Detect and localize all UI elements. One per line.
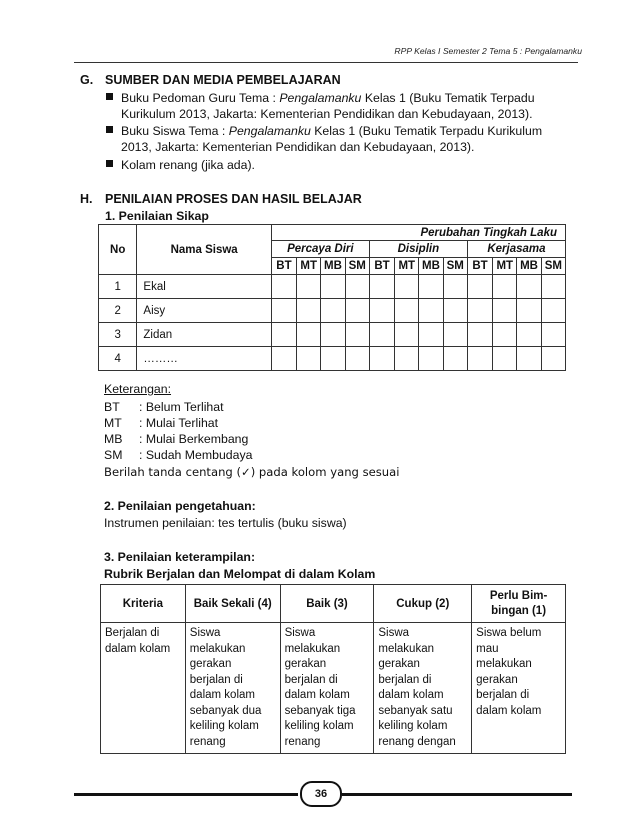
check-cell[interactable] — [297, 275, 321, 299]
square-bullet-icon — [106, 160, 113, 167]
ket-code: MB — [104, 432, 123, 446]
keterangan-item — [104, 431, 252, 447]
group-header: Perubahan Tingkah Laku — [271, 225, 565, 241]
check-cell[interactable] — [297, 299, 321, 323]
check-cell[interactable] — [345, 323, 369, 347]
col-name-header: Nama Siswa — [137, 225, 271, 275]
check-cell[interactable] — [517, 275, 541, 299]
level-header: MB — [517, 258, 541, 275]
row-no: 4 — [99, 347, 137, 371]
check-cell[interactable] — [517, 323, 541, 347]
rubric-table — [100, 584, 566, 754]
bullet-text: Kolam renang (jika ada). — [121, 158, 255, 172]
footer-rule-left — [74, 793, 298, 796]
pengetahuan-text: Instrumen penilaian: tes tertulis (buku siswa) — [104, 516, 347, 530]
rubric-header: Baik Sekali (4) — [185, 585, 280, 623]
check-cell[interactable] — [493, 299, 517, 323]
check-cell[interactable] — [345, 275, 369, 299]
instruction-text: Berilah tanda centang (✓) pada kolom yang sesuai — [104, 465, 400, 479]
square-bullet-icon — [106, 126, 113, 133]
check-cell[interactable] — [369, 347, 394, 371]
page-number: 36 — [300, 781, 342, 807]
level-header: SM — [345, 258, 369, 275]
check-cell[interactable] — [541, 347, 565, 371]
subsection-keterampilan: 3. Penilaian keterampilan: — [104, 550, 256, 564]
check-cell[interactable] — [467, 347, 492, 371]
bullet-text: Buku Pedoman Guru Tema : — [121, 91, 280, 105]
keterangan-item — [104, 415, 252, 431]
check-cell[interactable] — [467, 299, 492, 323]
subsection-pengetahuan: 2. Penilaian pengetahuan: — [104, 499, 256, 513]
level-header: BT — [271, 258, 296, 275]
rubric-header: Cukup (2) — [374, 585, 472, 623]
row-no: 1 — [99, 275, 137, 299]
row-name: Ekal — [137, 275, 271, 299]
row-no: 3 — [99, 323, 137, 347]
section-h-title: PENILAIAN PROSES DAN HASIL BELAJAR — [105, 192, 362, 206]
aspect-header: Disiplin — [369, 241, 467, 258]
check-cell[interactable] — [419, 275, 443, 299]
check-cell[interactable] — [493, 275, 517, 299]
running-header: RPP Kelas I Semester 2 Tema 5 : Pengalamanku — [394, 46, 582, 56]
check-cell[interactable] — [517, 299, 541, 323]
check-cell[interactable] — [369, 299, 394, 323]
check-cell[interactable] — [395, 347, 419, 371]
check-cell[interactable] — [321, 347, 345, 371]
level-header: BT — [467, 258, 492, 275]
section-g-title: SUMBER DAN MEDIA PEMBELAJARAN — [105, 73, 341, 87]
rubric-cell: Berjalan di dalam kolam — [101, 623, 186, 754]
check-cell[interactable] — [541, 323, 565, 347]
level-header: BT — [369, 258, 394, 275]
row-name: Aisy — [137, 299, 271, 323]
check-cell[interactable] — [321, 299, 345, 323]
check-cell[interactable] — [345, 347, 369, 371]
rubric-cell: Siswa melakukan gerakan berjalan di dalam kolam sebanyak satu keliling kolam renang dengan — [374, 623, 472, 754]
check-cell[interactable] — [443, 323, 467, 347]
check-cell[interactable] — [395, 299, 419, 323]
check-cell[interactable] — [493, 323, 517, 347]
bullet-text-line2: 2013, Jakarta: Kementerian Pendidikan dan Kebudayaan, 2013). — [121, 140, 475, 154]
level-header: SM — [443, 258, 467, 275]
check-cell[interactable] — [395, 323, 419, 347]
ket-desc: : Mulai Terlihat — [139, 416, 219, 430]
keterangan-item — [104, 447, 252, 463]
bullet-item — [106, 90, 576, 122]
level-header: MT — [493, 258, 517, 275]
aspect-header: Kerjasama — [467, 241, 565, 258]
aspect-header: Percaya Diri — [271, 241, 369, 258]
check-cell[interactable] — [271, 347, 296, 371]
col-no-header: No — [99, 225, 137, 275]
level-header: MT — [395, 258, 419, 275]
keterangan-title: Keterangan: — [104, 382, 172, 396]
level-header: MB — [321, 258, 345, 275]
rubric-cell: Siswa melakukan gerakan berjalan di dalam kolam sebanyak dua keliling kolam renang — [185, 623, 280, 754]
rubric-header: Kriteria — [101, 585, 186, 623]
row-no: 2 — [99, 299, 137, 323]
ket-code: SM — [104, 448, 123, 462]
check-cell[interactable] — [321, 275, 345, 299]
ket-desc: : Sudah Membudaya — [139, 448, 253, 462]
subsection-sikap: 1. Penilaian Sikap — [105, 209, 209, 223]
check-cell[interactable] — [369, 275, 394, 299]
table-row — [99, 299, 566, 323]
check-cell[interactable] — [419, 323, 443, 347]
check-cell[interactable] — [395, 275, 419, 299]
rubric-title: Rubrik Berjalan dan Melompat di dalam Kolam — [104, 567, 376, 581]
ket-code: BT — [104, 400, 120, 414]
ket-desc: : Mulai Berkembang — [139, 432, 249, 446]
sikap-table — [98, 224, 566, 371]
check-cell[interactable] — [271, 323, 296, 347]
rubric-header: Perlu Bim- bingan (1) — [472, 585, 566, 623]
row-name: ……… — [137, 347, 271, 371]
check-cell[interactable] — [271, 275, 296, 299]
check-cell[interactable] — [541, 275, 565, 299]
check-cell[interactable] — [493, 347, 517, 371]
keterangan-item — [104, 399, 252, 415]
table-row — [99, 275, 566, 299]
check-cell[interactable] — [419, 347, 443, 371]
table-row — [99, 347, 566, 371]
bullet-italic: Pengalamanku — [279, 91, 362, 105]
keterangan-list — [104, 399, 252, 463]
bullet-italic: Pengalamanku — [228, 124, 311, 138]
section-g-letter: G. — [80, 73, 94, 87]
square-bullet-icon — [106, 93, 113, 100]
rubric-header-row — [101, 585, 566, 623]
check-cell[interactable] — [369, 323, 394, 347]
check-cell[interactable] — [443, 275, 467, 299]
rubric-cell: Siswa melakukan gerakan berjalan di dalam kolam sebanyak tiga keliling kolam renang — [280, 623, 374, 754]
check-cell[interactable] — [517, 347, 541, 371]
check-cell[interactable] — [345, 299, 369, 323]
check-cell[interactable] — [467, 323, 492, 347]
check-cell[interactable] — [297, 347, 321, 371]
rubric-row — [101, 623, 566, 754]
level-header: MB — [419, 258, 443, 275]
footer-rule-right — [342, 793, 572, 796]
check-cell[interactable] — [443, 347, 467, 371]
check-cell[interactable] — [541, 299, 565, 323]
check-cell[interactable] — [443, 299, 467, 323]
bullet-item — [106, 123, 576, 155]
ket-code: MT — [104, 416, 122, 430]
table-row — [99, 323, 566, 347]
section-h-letter: H. — [80, 192, 93, 206]
level-header: SM — [541, 258, 565, 275]
bullet-item — [106, 157, 576, 173]
check-cell[interactable] — [297, 323, 321, 347]
bullet-text: Kelas 1 (Buku Tematik Terpadu Kurikulum — [310, 124, 543, 138]
bullet-text: Kelas 1 (Buku Tematik Terpadu — [361, 91, 535, 105]
check-cell[interactable] — [467, 275, 492, 299]
header-rule — [74, 62, 578, 63]
check-cell[interactable] — [271, 299, 296, 323]
bullet-text: Buku Siswa Tema : — [121, 124, 229, 138]
bullet-text-line2: Kurikulum 2013, Jakarta: Kementerian Pendidikan dan Kebudayaan, 2013). — [121, 107, 533, 121]
row-name: Zidan — [137, 323, 271, 347]
rubric-header: Baik (3) — [280, 585, 374, 623]
ket-desc: : Belum Terlihat — [139, 400, 224, 414]
rubric-cell: Siswa belum mau melakukan gerakan berjalan di dalam kolam — [472, 623, 566, 754]
level-header: MT — [297, 258, 321, 275]
check-cell[interactable] — [321, 323, 345, 347]
check-cell[interactable] — [419, 299, 443, 323]
